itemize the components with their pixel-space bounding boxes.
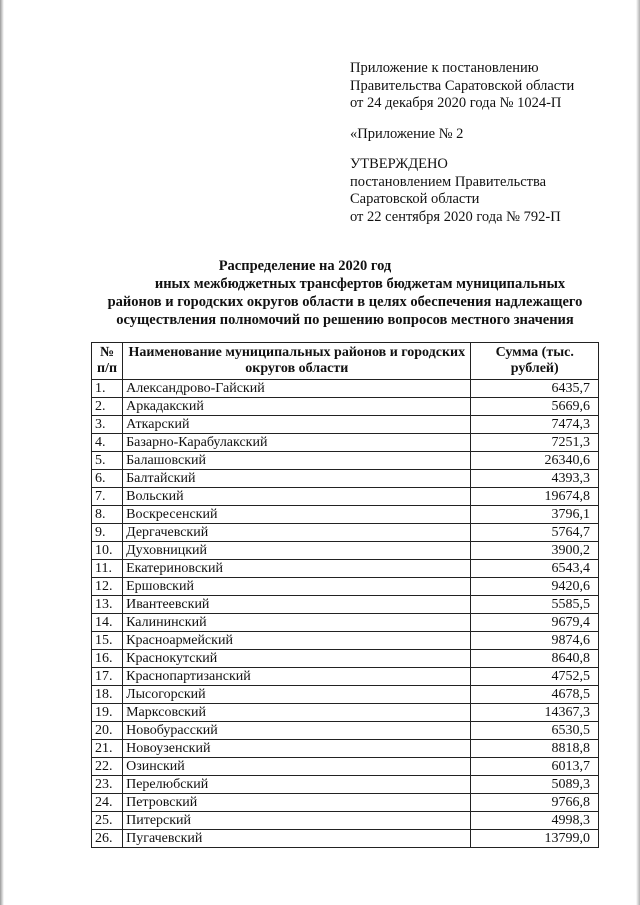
district-name: Марксовский [123, 704, 471, 722]
row-number: 18. [92, 686, 123, 704]
header-name: Наименование муниципальных районов и городских округов области [123, 343, 471, 380]
row-number: 25. [92, 812, 123, 830]
amount-cell: 26340,6 [471, 452, 599, 470]
row-number: 13. [92, 596, 123, 614]
table-row [92, 632, 599, 650]
row-number: 4. [92, 434, 123, 452]
district-name: Краснопартизанский [123, 668, 471, 686]
table-row [92, 488, 599, 506]
district-name: Лысогорский [123, 686, 471, 704]
district-name: Новобурасский [123, 722, 471, 740]
title-line: районов и городских округов области в целях обеспечения надлежащего [107, 294, 583, 310]
amount-cell: 6435,7 [471, 380, 599, 398]
district-name: Аркадакский [123, 398, 471, 416]
district-name: Краснокутский [123, 650, 471, 668]
amount-cell: 9420,6 [471, 578, 599, 596]
table-row [92, 740, 599, 758]
title-line: иных межбюджетных трансфертов бюджетам муниципальных [154, 276, 566, 292]
document-title [60, 257, 630, 329]
table-row [92, 830, 599, 848]
amount-cell: 7251,3 [471, 434, 599, 452]
table-row [92, 560, 599, 578]
annex-line: Приложение к постановлению [350, 60, 539, 76]
row-number: 8. [92, 506, 123, 524]
table-row [92, 452, 599, 470]
title-line: Распределение на 2020 год [218, 258, 392, 274]
district-name: Александрово-Гайский [123, 380, 471, 398]
table-row [92, 596, 599, 614]
district-name: Пугачевский [123, 830, 471, 848]
row-number: 17. [92, 668, 123, 686]
annex-header [350, 60, 630, 226]
title-line: осуществления полномочий по решению вопросов местного значения [116, 312, 574, 328]
row-number: 2. [92, 398, 123, 416]
district-name: Балашовский [123, 452, 471, 470]
row-number: 15. [92, 632, 123, 650]
table-row [92, 416, 599, 434]
table-row [92, 704, 599, 722]
district-name: Новоузенский [123, 740, 471, 758]
amount-cell: 7474,3 [471, 416, 599, 434]
scan-left-edge [0, 0, 4, 905]
scan-right-edge [636, 0, 640, 905]
table-row [92, 650, 599, 668]
row-number: 24. [92, 794, 123, 812]
table-row [92, 542, 599, 560]
table-row [92, 506, 599, 524]
amount-cell: 5089,3 [471, 776, 599, 794]
amount-cell: 6530,5 [471, 722, 599, 740]
table-row [92, 812, 599, 830]
row-number: 26. [92, 830, 123, 848]
table-row [92, 722, 599, 740]
row-number: 11. [92, 560, 123, 578]
row-number: 3. [92, 416, 123, 434]
district-name: Духовницкий [123, 542, 471, 560]
table-header-row [92, 343, 599, 380]
district-name: Ершовский [123, 578, 471, 596]
row-number: 23. [92, 776, 123, 794]
amount-cell: 8640,8 [471, 650, 599, 668]
district-name: Озинский [123, 758, 471, 776]
row-number: 1. [92, 380, 123, 398]
approved-label: УТВЕРЖДЕНО [350, 156, 448, 172]
district-name: Петровский [123, 794, 471, 812]
row-number: 16. [92, 650, 123, 668]
table-row [92, 686, 599, 704]
approved-line: от 22 сентября 2020 года № 792-П [350, 208, 561, 225]
table-row [92, 434, 599, 452]
district-name: Вольский [123, 488, 471, 506]
row-number: 10. [92, 542, 123, 560]
amount-cell: 8818,8 [471, 740, 599, 758]
district-name: Балтайский [123, 470, 471, 488]
amount-cell: 4393,3 [471, 470, 599, 488]
district-name: Питерский [123, 812, 471, 830]
district-name: Перелюбский [123, 776, 471, 794]
table-row [92, 668, 599, 686]
table-row [92, 470, 599, 488]
annex-number: «Приложение № 2 [350, 125, 464, 142]
row-number: 7. [92, 488, 123, 506]
row-number: 14. [92, 614, 123, 632]
table-row [92, 524, 599, 542]
row-number: 12. [92, 578, 123, 596]
table-row [92, 578, 599, 596]
district-name: Воскресенский [123, 506, 471, 524]
amount-cell: 9679,4 [471, 614, 599, 632]
amount-cell: 5764,7 [471, 524, 599, 542]
amount-cell: 6013,7 [471, 758, 599, 776]
row-number: 5. [92, 452, 123, 470]
district-name: Калининский [123, 614, 471, 632]
table-row [92, 776, 599, 794]
table-row [92, 794, 599, 812]
table-row [92, 398, 599, 416]
district-name: Екатериновский [123, 560, 471, 578]
table-row [92, 758, 599, 776]
approved-line: постановлением Правительства [350, 173, 547, 190]
district-name: Красноармейский [123, 632, 471, 650]
header-num: № п/п [92, 343, 123, 380]
amount-cell: 14367,3 [471, 704, 599, 722]
amount-cell: 6543,4 [471, 560, 599, 578]
district-name: Дергачевский [123, 524, 471, 542]
district-name: Аткарский [123, 416, 471, 434]
amount-cell: 9874,6 [471, 632, 599, 650]
amount-cell: 5669,6 [471, 398, 599, 416]
amount-cell: 3900,2 [471, 542, 599, 560]
annex-line: от 24 декабря 2020 года № 1024-П [350, 95, 562, 111]
table-row [92, 380, 599, 398]
amount-cell: 4998,3 [471, 812, 599, 830]
row-number: 9. [92, 524, 123, 542]
amount-cell: 3796,1 [471, 506, 599, 524]
approved-line: Саратовской области [350, 191, 480, 207]
table-body [92, 380, 599, 848]
amount-cell: 13799,0 [471, 830, 599, 848]
district-name: Ивантеевский [123, 596, 471, 614]
allocation-table [91, 342, 599, 848]
row-number: 22. [92, 758, 123, 776]
amount-cell: 9766,8 [471, 794, 599, 812]
annex-line: Правительства Саратовской области [350, 77, 575, 94]
row-number: 21. [92, 740, 123, 758]
amount-cell: 4752,5 [471, 668, 599, 686]
amount-cell: 4678,5 [471, 686, 599, 704]
district-name: Базарно-Карабулакский [123, 434, 471, 452]
row-number: 6. [92, 470, 123, 488]
amount-cell: 19674,8 [471, 488, 599, 506]
table-row [92, 614, 599, 632]
row-number: 20. [92, 722, 123, 740]
row-number: 19. [92, 704, 123, 722]
header-sum: Сумма (тыс. рублей) [471, 343, 599, 380]
amount-cell: 5585,5 [471, 596, 599, 614]
